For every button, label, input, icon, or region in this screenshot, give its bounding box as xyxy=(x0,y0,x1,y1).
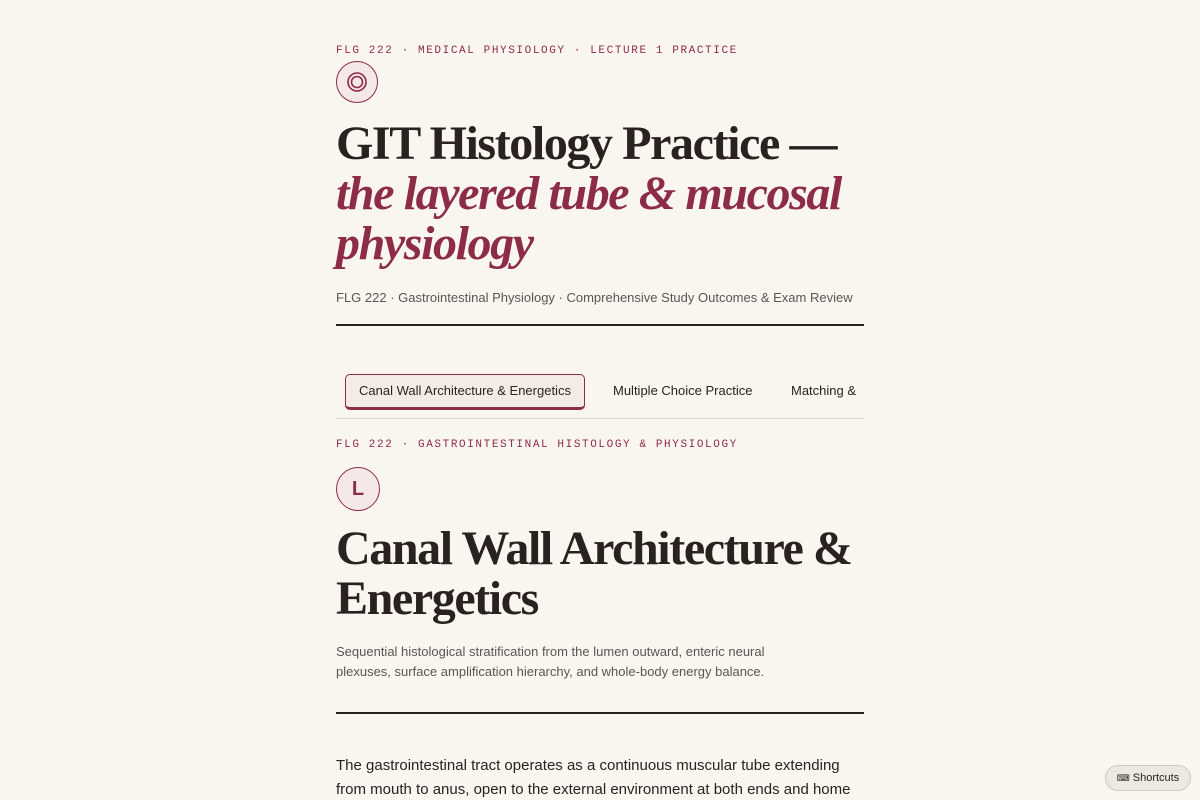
body-paragraph xyxy=(336,754,864,800)
page-title xyxy=(336,119,896,269)
section-description-line-1: Sequential histological stratification from the lumen outward, enteric neural xyxy=(336,644,765,659)
concentric-circles-icon xyxy=(346,71,368,93)
header-divider xyxy=(336,324,864,326)
course-badge xyxy=(336,61,378,103)
page-title-accent-line-2: physiology xyxy=(336,217,533,270)
section-title xyxy=(336,524,896,624)
tab-multiple-choice-practice[interactable]: Multiple Choice Practice xyxy=(613,383,753,398)
section-divider xyxy=(336,712,864,714)
shortcuts-label: Shortcuts xyxy=(1132,772,1180,784)
body-paragraph-line-1: The gastrointestinal tract operates as a continuous muscular tube extending xyxy=(336,757,840,774)
section-eyebrow: FLG 222 · GASTROINTESTINAL HISTOLOGY & PHYSIOLOGY xyxy=(336,439,738,451)
page-subtitle: FLG 222 · Gastrointestinal Physiology · Comprehensive Study Outcomes & Exam Review xyxy=(336,290,853,305)
section-badge xyxy=(336,467,380,511)
tab-bar xyxy=(336,374,864,419)
section-description xyxy=(336,642,806,682)
section-title-line-2: Energetics xyxy=(336,572,538,625)
section-description-line-2: plexuses, surface amplification hierarchy, and whole-body energy balance. xyxy=(336,664,765,679)
course-eyebrow: FLG 222 · MEDICAL PHYSIOLOGY · LECTURE 1 PRACTICE xyxy=(336,45,738,57)
section-badge-letter: L xyxy=(351,477,365,500)
keyboard-icon: ⌨ xyxy=(1116,773,1130,783)
section-title-line-1: Canal Wall Architecture & xyxy=(336,522,852,575)
page-title-accent-line-1: the layered tube & mucosal xyxy=(336,167,841,220)
tab-matching[interactable]: Matching & xyxy=(791,383,857,398)
body-paragraph-line-2: from mouth to anus, open to the external environment at both ends and home xyxy=(336,781,851,798)
shortcuts-button[interactable] xyxy=(1105,765,1191,791)
tab-canal-wall-architecture[interactable]: Canal Wall Architecture & Energetics xyxy=(345,374,585,410)
page-title-main: GIT Histology Practice — xyxy=(336,117,837,170)
